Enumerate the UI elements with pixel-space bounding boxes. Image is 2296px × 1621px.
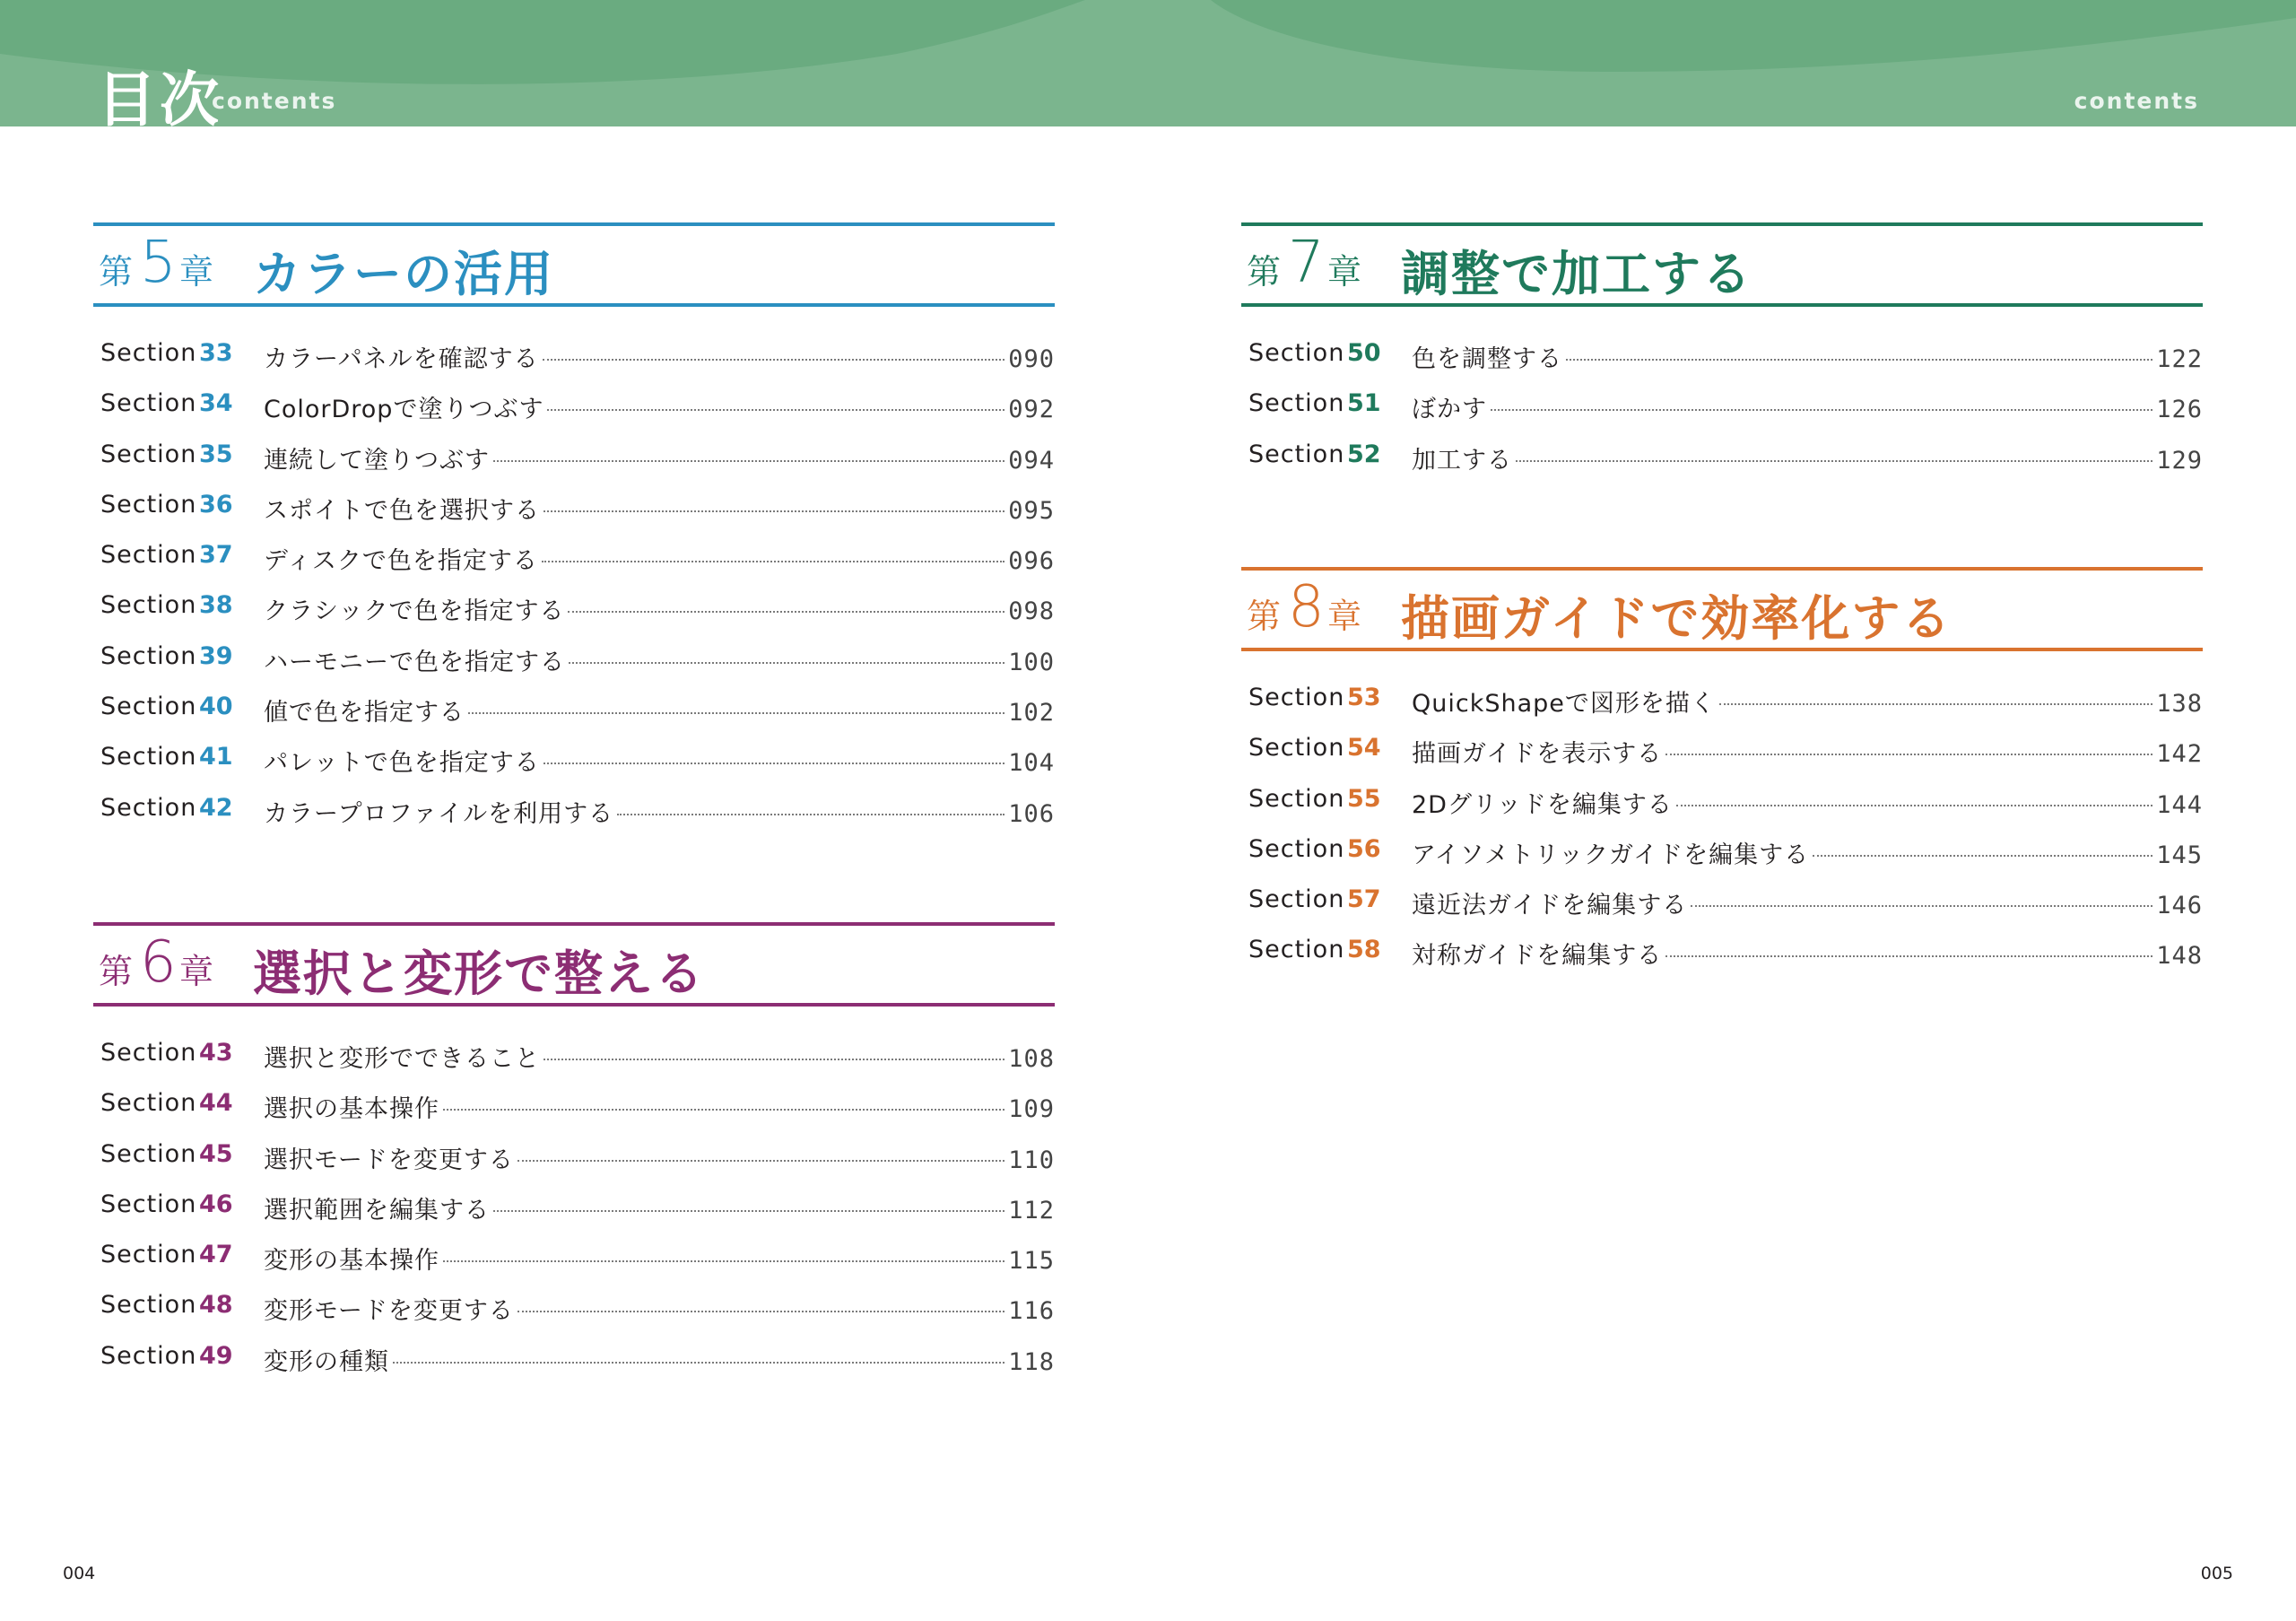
chapter-prefix: 第 <box>99 252 134 292</box>
toc-entry[interactable] <box>93 1190 1055 1241</box>
section-title: 選択範囲を編集する <box>264 1196 490 1224</box>
entry-line <box>264 1089 1055 1124</box>
page-ref: 148 <box>2156 942 2203 971</box>
dot-leader <box>1719 703 2152 705</box>
section-title: 対称ガイドを編集する <box>1412 942 1663 971</box>
dot-leader <box>1676 805 2152 806</box>
toc-entry[interactable] <box>93 1241 1055 1291</box>
section-label: Section <box>100 339 197 367</box>
entry-line <box>264 339 1055 374</box>
section-title: 選択モードを変更する <box>264 1146 514 1174</box>
page-ref: 146 <box>2156 892 2203 920</box>
section-number: 42 <box>199 793 233 822</box>
section-number: 39 <box>199 641 233 670</box>
page-ref: 142 <box>2156 740 2203 769</box>
entry-line <box>264 541 1055 576</box>
section-number: 38 <box>199 591 233 620</box>
page-ref: 129 <box>2156 446 2203 475</box>
section-title: ColorDropで塗りつぶす <box>264 396 544 424</box>
entry-line <box>264 1190 1055 1225</box>
section-label: Section <box>1248 684 1345 711</box>
section-label: Section <box>100 1190 197 1218</box>
section-number: 44 <box>199 1089 233 1118</box>
chapter-prefix: 第 <box>1247 252 1282 292</box>
entry-line <box>264 1291 1055 1326</box>
entry-line <box>264 693 1055 728</box>
section-label: Section <box>1248 389 1345 418</box>
page-number-left: 004 <box>63 1564 96 1583</box>
toc-entry[interactable] <box>1241 440 2203 491</box>
section-list <box>1241 339 2203 491</box>
toc-entry[interactable] <box>93 1039 1055 1089</box>
section-number: 58 <box>1347 936 1381 964</box>
section-title: 選択の基本操作 <box>264 1095 439 1124</box>
section-label: Section <box>100 490 197 519</box>
dot-leader <box>517 1160 1004 1162</box>
toc-entry[interactable] <box>93 1291 1055 1341</box>
entry-line <box>1412 684 2203 719</box>
section-label: Section <box>100 1139 197 1168</box>
page-ref: 104 <box>1008 749 1055 778</box>
chapter-heading <box>93 922 1055 1007</box>
section-number: 34 <box>199 389 233 418</box>
chapter-heading <box>1241 567 2203 651</box>
section-number: 33 <box>199 339 233 367</box>
section-number: 48 <box>199 1291 233 1320</box>
section-number: 54 <box>1347 734 1381 763</box>
section-title: 描画ガイドを表示する <box>1412 740 1663 769</box>
chapter-6 <box>93 922 1055 1392</box>
page-ref: 112 <box>1008 1196 1055 1224</box>
section-title: スポイトで色を選択する <box>264 496 540 525</box>
section-title: 加工する <box>1412 446 1512 475</box>
toc-entry[interactable] <box>93 1342 1055 1392</box>
section-label: Section <box>100 743 197 771</box>
entry-line <box>264 743 1055 778</box>
entry-line <box>1412 885 2203 920</box>
toc-entry[interactable] <box>93 1089 1055 1139</box>
section-label: Section <box>100 1089 197 1118</box>
chapter-number: 6 <box>140 929 177 996</box>
section-label: Section <box>100 793 197 822</box>
section-list <box>93 339 1055 844</box>
section-title: QuickShapeで図形を描く <box>1412 690 1716 718</box>
entry-line <box>1412 389 2203 424</box>
dot-leader <box>493 460 1004 462</box>
toc-entry[interactable] <box>1241 936 2203 986</box>
entry-line <box>1412 936 2203 971</box>
entry-line <box>264 1241 1055 1276</box>
entry-line <box>1412 785 2203 820</box>
toc-entry[interactable] <box>1241 339 2203 389</box>
page-ref: 095 <box>1008 496 1055 525</box>
section-title: クラシックで色を指定する <box>264 597 565 626</box>
section-label: Section <box>100 1039 197 1067</box>
section-number: 45 <box>199 1139 233 1168</box>
chapter-number: 5 <box>140 230 177 296</box>
section-title: カラープロファイルを利用する <box>264 799 614 828</box>
dot-leader <box>543 359 1005 361</box>
dot-leader <box>1516 460 2152 462</box>
section-number: 51 <box>1347 389 1381 418</box>
page-ref: 102 <box>1008 699 1055 728</box>
section-number: 55 <box>1347 784 1381 813</box>
entry-line <box>1412 734 2203 769</box>
dot-leader <box>1491 409 2152 411</box>
chapter-5 <box>93 222 1055 844</box>
section-label: Section <box>1248 936 1345 964</box>
page-ref: 138 <box>2156 690 2203 718</box>
section-label: Section <box>100 389 197 418</box>
section-label: Section <box>100 693 197 721</box>
section-title: 値で色を指定する <box>264 699 465 728</box>
chapter-prefix: 第 <box>99 952 134 991</box>
section-number: 49 <box>199 1341 233 1370</box>
section-title: アイソメトリックガイドを編集する <box>1412 841 1810 869</box>
page-ref: 116 <box>1008 1297 1055 1326</box>
section-title: 連続して塗りつぶす <box>264 446 490 475</box>
page-ref: 118 <box>1008 1347 1055 1376</box>
page-ref: 110 <box>1008 1146 1055 1174</box>
section-label: Section <box>1248 734 1345 763</box>
dot-leader <box>517 1311 1004 1312</box>
section-number: 56 <box>1347 834 1381 863</box>
section-number: 57 <box>1347 885 1381 914</box>
toc-entry[interactable] <box>1241 785 2203 835</box>
section-label: Section <box>1248 339 1345 367</box>
header-wave <box>0 0 2296 135</box>
chapter-suffix: 章 <box>1327 252 1362 292</box>
dot-leader <box>443 1260 1004 1262</box>
entry-line <box>264 389 1055 424</box>
section-title: ぼかす <box>1412 396 1487 424</box>
dot-leader <box>393 1362 1004 1364</box>
section-title: ディスクで色を指定する <box>264 547 538 576</box>
section-title: 遠近法ガイドを編集する <box>1412 892 1688 920</box>
dot-leader <box>617 814 1004 815</box>
section-list <box>1241 684 2203 987</box>
dot-leader <box>1691 905 2152 907</box>
page-ref: 109 <box>1008 1095 1055 1124</box>
page-ref: 144 <box>2156 790 2203 819</box>
chapter-heading <box>93 222 1055 307</box>
toc-entry[interactable] <box>93 541 1055 591</box>
section-label: Section <box>100 1341 197 1370</box>
toc-entry[interactable] <box>93 743 1055 793</box>
section-label: Section <box>1248 784 1345 813</box>
header-sub-right: contents <box>2074 88 2199 114</box>
page-ref: 106 <box>1008 799 1055 828</box>
toc-entry[interactable] <box>93 794 1055 844</box>
chapter-7 <box>1241 222 2203 491</box>
dot-leader <box>544 763 1004 764</box>
section-number: 50 <box>1347 339 1381 367</box>
toc-entry[interactable] <box>93 491 1055 541</box>
header-band <box>0 0 2296 135</box>
toc-entry[interactable] <box>93 389 1055 440</box>
section-label: Section <box>1248 885 1345 914</box>
chapter-title: 選択と変形で整える <box>253 946 705 1002</box>
dot-leader <box>569 662 1004 664</box>
section-title: カラーパネルを確認する <box>264 345 539 373</box>
page-ref: 115 <box>1008 1247 1055 1276</box>
chapter-suffix: 章 <box>1327 597 1362 636</box>
entry-line <box>1412 835 2203 870</box>
entry-line <box>264 491 1055 526</box>
section-number: 35 <box>199 440 233 468</box>
page-ref: 098 <box>1008 597 1055 626</box>
section-title: ハーモニーで色を指定する <box>264 648 565 676</box>
entry-line <box>1412 339 2203 374</box>
entry-line <box>1412 440 2203 475</box>
dot-leader <box>544 1059 1004 1060</box>
section-label: Section <box>100 1241 197 1269</box>
section-number: 40 <box>199 693 233 721</box>
toc-entry[interactable] <box>93 591 1055 641</box>
chapter-title: 調整で加工する <box>1401 246 1752 302</box>
section-number: 36 <box>199 490 233 519</box>
section-label: Section <box>1248 834 1345 863</box>
toc-entry[interactable] <box>93 642 1055 693</box>
section-title: 色を調整する <box>1412 345 1562 373</box>
chapter-number: 8 <box>1288 574 1325 641</box>
section-label: Section <box>100 440 197 468</box>
section-label: Section <box>1248 440 1345 468</box>
dot-leader <box>493 1210 1004 1212</box>
section-title: 2Dグリッドを編集する <box>1412 790 1673 819</box>
chapter-prefix: 第 <box>1247 597 1282 636</box>
dot-leader <box>542 561 1004 562</box>
section-number: 53 <box>1347 684 1381 711</box>
dot-leader <box>1813 855 2152 857</box>
dot-leader <box>1566 359 2152 361</box>
section-number: 41 <box>199 743 233 771</box>
page-title: 目次 <box>97 65 222 135</box>
entry-line <box>264 1039 1055 1074</box>
entry-line <box>264 1140 1055 1175</box>
entry-line <box>264 591 1055 626</box>
chapter-title: 描画ガイドで効率化する <box>1401 590 1952 647</box>
entry-line <box>264 1342 1055 1377</box>
header-sub-left: contents <box>212 88 337 114</box>
chapter-suffix: 章 <box>179 252 214 292</box>
chapter-suffix: 章 <box>179 952 214 991</box>
section-title: 変形モードを変更する <box>264 1297 514 1326</box>
section-title: 選択と変形でできること <box>264 1045 540 1073</box>
toc-entry[interactable] <box>1241 734 2203 784</box>
page-number-right: 005 <box>2200 1564 2233 1583</box>
chapter-title: カラーの活用 <box>253 246 554 302</box>
chapter-number: 7 <box>1288 230 1325 296</box>
page-ref: 090 <box>1008 345 1055 373</box>
section-number: 37 <box>199 541 233 570</box>
section-title: 変形の種類 <box>264 1347 389 1376</box>
page-ref: 145 <box>2156 841 2203 869</box>
page-ref: 092 <box>1008 396 1055 424</box>
section-title: パレットで色を指定する <box>264 749 540 778</box>
section-title: 変形の基本操作 <box>264 1247 439 1276</box>
toc-entry[interactable] <box>1241 684 2203 734</box>
chapter-heading <box>1241 222 2203 307</box>
entry-line <box>264 440 1055 475</box>
section-list <box>93 1039 1055 1392</box>
entry-line <box>264 642 1055 677</box>
dot-leader <box>443 1109 1004 1111</box>
page-ref: 108 <box>1008 1045 1055 1073</box>
toc-entry[interactable] <box>93 339 1055 389</box>
page-ref: 094 <box>1008 446 1055 475</box>
toc-entry[interactable] <box>1241 389 2203 440</box>
section-label: Section <box>100 541 197 570</box>
toc-entry[interactable] <box>93 693 1055 743</box>
dot-leader <box>1665 955 2152 957</box>
section-label: Section <box>100 1291 197 1320</box>
page-ref: 126 <box>2156 396 2203 424</box>
dot-leader <box>1665 754 2152 755</box>
page-ref: 096 <box>1008 547 1055 576</box>
section-number: 46 <box>199 1190 233 1218</box>
toc-entry[interactable] <box>93 440 1055 491</box>
section-label: Section <box>100 591 197 620</box>
section-label: Section <box>100 641 197 670</box>
section-number: 43 <box>199 1039 233 1067</box>
dot-leader <box>568 611 1004 613</box>
page-ref: 100 <box>1008 648 1055 676</box>
toc-entry[interactable] <box>93 1140 1055 1190</box>
toc-entry[interactable] <box>1241 835 2203 885</box>
page-ref: 122 <box>2156 345 2203 373</box>
dot-leader <box>547 409 1004 411</box>
section-number: 52 <box>1347 440 1381 468</box>
toc-entry[interactable] <box>1241 885 2203 936</box>
entry-line <box>264 794 1055 829</box>
section-number: 47 <box>199 1241 233 1269</box>
chapter-8 <box>1241 567 2203 987</box>
dot-leader <box>544 510 1004 512</box>
dot-leader <box>468 712 1004 714</box>
